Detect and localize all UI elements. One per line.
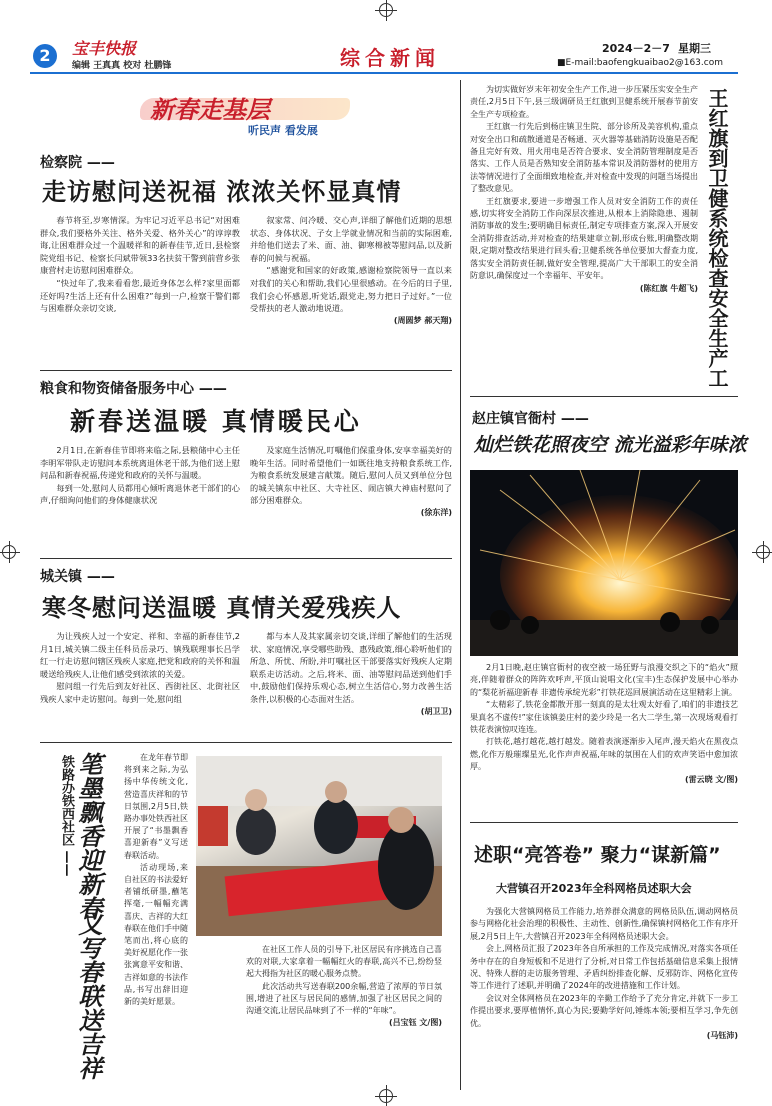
section-title: 综合新闻 bbox=[340, 46, 440, 70]
banner bbox=[140, 88, 360, 138]
divider-right-2 bbox=[470, 822, 738, 823]
fireworks-photo-art bbox=[470, 470, 738, 656]
issue-weekday: 星期三 bbox=[678, 42, 711, 55]
story4-title-line2: 义写春联送吉祥 bbox=[74, 912, 103, 1080]
story4-signature: (吕宝钰 文/图) bbox=[388, 1018, 442, 1028]
story6-signature: (雷云晓 文/图) bbox=[684, 774, 738, 784]
story5-para2: 王红旗一行先后到杨庄镇卫生院、部分诊所及美容机构,重点对安全出口和疏散通道是否畅通、灭火器等基础消防设施是否配备且完好有效、用火用电是否符合要求、安全消防管理制度是否落实、工作人员是否熟知安全消防基本常识及消防器材的使用方法等情况进行了全面细致地检查,并对检查中发现的问题当场提出了整改意见。 bbox=[470, 122, 698, 194]
registration-mark-right bbox=[756, 545, 770, 559]
story3-para1: 为让残疾人过一个安定、祥和、幸福的新春佳节,2月1日,城关镇二级主任科员岳录巧、镇残联理事长吕学红一行走访慰问辖区残疾人家庭,把党和政府的关怀和温暖送给残疾人,让他们感受到浓浓的关爱。 bbox=[40, 631, 240, 679]
registration-mark-bottom bbox=[379, 1089, 393, 1103]
story4-body bbox=[124, 752, 188, 1008]
divider-1 bbox=[40, 370, 452, 371]
divider-right-1 bbox=[470, 396, 738, 397]
registration-mark-left bbox=[2, 545, 16, 559]
story6-body bbox=[470, 662, 738, 786]
story1-para2: “快过年了,我来看看您,最近身体怎么样?家里面都还好吗?生活上还有什么困难?”每到一户,检察干警们都与困难群众亲切交谈, bbox=[40, 277, 240, 314]
paper-name: 宝丰快报 bbox=[72, 39, 137, 58]
story4-dept: 铁路办铁西社区 —— bbox=[59, 755, 74, 877]
story2-para2: 每到一处,慰问人员都用心倾听离退休老干部们的心声,仔细询问他们的身体健康状况 bbox=[40, 482, 240, 506]
story7-subtitle: 大营镇召开2023年全科网格员述职大会 bbox=[496, 882, 692, 895]
column-divider bbox=[460, 80, 461, 1090]
issue-date: 2024－2－7 bbox=[602, 42, 670, 55]
story2-title: 新春送温暖 真情暖民心 bbox=[70, 407, 362, 436]
story4-caption-para2: 此次活动共写送春联200余幅,营造了浓厚的节日氛围,增进了社区与居民间的感情,加强了社区居民之间的沟通交流,让居民品味到了不一样的“年味”。 bbox=[246, 981, 442, 1016]
divider-3 bbox=[40, 742, 452, 743]
story3-para3: 都与本人及其家属亲切交谈,详细了解他们的生活现状、家庭情况,享受哪些助残、惠残政策,细心聆听他们的所急、所忧、所盼,并叮嘱社区干部要落实好残疾人定期联系走访活动。之后,将米、面、油等慰问品送到他们手中,鼓励他们保持乐观心态,树立生活信心,努力改善生活条件,以积极的心态面对生活。 bbox=[250, 631, 452, 704]
story3-para2: 慰问组一行先后到友好社区、西街社区、北街社区残疾人家中走访慰问。每到一处,慰问组 bbox=[40, 681, 240, 704]
story5-signature: (陈红旗 牛超飞) bbox=[639, 283, 698, 293]
banner-title: 新春走基层 bbox=[150, 95, 270, 124]
registration-mark-top bbox=[379, 3, 393, 17]
story1-para1: 春节将至,岁寒情深。为牢记习近平总书记“对困难群众,我们要格外关注、格外关爱、格外关心”的谆谆教诲,让困难群众过一个温暖祥和的新春佳节,近日,县检察院党组书记、检察长闫斌带领33名扶贫干警到前营乡张康营村走访慰问困难群众。 bbox=[40, 215, 240, 276]
story5-para3: 王红旗要求,要进一步增强工作人员对安全消防工作的责任感,切实将安全消防工作向深层次推进,从根本上消除隐患、遏制消防事故的发生;要明确目标责任,制定专项排查方案,深入开展安全消防排查活动,并对检查的结果建章立制,形成台账,明确整改期限,定期对整改结果进行回头看;卫健系统各单位要加大督查力度,落实安全消防责任制,做好安全管理,提高广大干部职工的安全消防意识,确保度过一个幸福年、平安年。 bbox=[470, 196, 698, 281]
story7-para2: 会上,网格员汇报了2023年各自所承担的工作及完成情况,对落实各项任务中存在的自身短板和不足进行了分析,对日常工作包括基础信息采集上报情况、特殊人群的走访服务管理、矛盾纠纷排查化解、反邪防诈、网格化宣传等工作进行了述职,并明确了2024年的改进措施和工作计划。 bbox=[470, 944, 738, 991]
story2-para1: 2月1日,在新春佳节即将来临之际,县粮储中心主任李明军带队走访慰问本系统离退休老干部,为他们送上慰问品和新春祝福,传递党和政府的关怀与温暖。 bbox=[40, 445, 240, 481]
story7-para3: 会议对全体网格员在2023年的辛勤工作给予了充分肯定,并就下一步工作提出要求,要厚植情怀,真心为民;要勤学好问,锤炼本领;要相互学习,争先创优。 bbox=[470, 993, 738, 1028]
story1-dept: 检察院 —— bbox=[40, 155, 115, 171]
header-rule bbox=[30, 72, 738, 74]
story1-title: 走访慰问送祝福 浓浓关怀显真情 bbox=[42, 178, 402, 206]
story1-signature: (周圆梦 郝天翔) bbox=[393, 315, 452, 325]
story1-para3: 叙家常、问冷暖、交心声,详细了解他们近期的思想状态、身体状况、子女上学就业情况和当前的实际困难,并给他们送去了米、面、油、御寒棉被等慰问品,以及新春的问候与祝福。 bbox=[250, 215, 452, 263]
story1-para4: “感谢党和国家的好政策,感谢检察院领导一直以来对我们的关心和帮助,我们心里很感动。在今后的日子里,我们会心怀感恩,听党话,跟党走,努力把日子过好。”一位受帮扶的老人激动地说道。 bbox=[250, 265, 452, 314]
story6-title: 灿烂铁花照夜空 流光溢彩年味浓 bbox=[474, 434, 747, 456]
calligraphy-photo bbox=[196, 756, 442, 936]
story7-title: 述职“亮答卷” 聚力“谋新篇” bbox=[474, 844, 721, 866]
story3-body bbox=[40, 630, 452, 730]
story4-para2: 活动现场,来自社区的书法爱好者铺纸研墨,蘸笔挥毫,一幅幅充满喜庆、吉祥的大红春联在他们手中随笔而出,将心底的美好祝愿化作一张张寓意平安和谐、吉祥如意的书法作品,书写出辞旧迎新的美好愿景。 bbox=[124, 862, 188, 1007]
story6-para1: 2月1日晚,赵庄镇官衙村的夜空被一场狂野与浪漫交织之下的“焰火”照亮,伴随着群众的阵阵欢呼声,平顶山说唱文化(宝丰)生态保护发展中心举办的“梨花祈福迎新春 非遗传承绽光彩”打铁花巡回展演活动在这里精彩上演。 bbox=[470, 663, 738, 697]
editors-line: 编辑 王真真 校对 杜鹏锋 bbox=[72, 61, 172, 71]
contact-email: ■E-mail:baofengkuaibao2@163.com bbox=[557, 58, 723, 68]
story6-para2: “太精彩了,铁花金都散开那一刻真的是太壮观太好看了,咱们的非遗技艺果真名不虚传!”家住该镇姜庄村的姜少玲是一名大二学生,第一次现场观看打铁花表演惊叹连连。 bbox=[470, 700, 738, 735]
banner-subtitle: 听民声 看发展 bbox=[248, 124, 318, 137]
divider-2 bbox=[40, 558, 452, 559]
story4-caption bbox=[246, 944, 442, 1029]
story5-vertical-title: 王红旗到卫健系统检查安全生产工 bbox=[705, 88, 729, 388]
story4-para1: 在龙年春节即将到来之际,为弘扬中华传统文化,营造喜庆祥和的节日氛围,2月5日,铁路办事处铁西社区开展了“书墨飘香 喜迎新春”义写送春联活动。 bbox=[124, 753, 188, 860]
story3-title: 寒冬慰问送温暖 真情关爱残疾人 bbox=[42, 594, 402, 622]
story4-title-line1: 笔墨飘香迎新春 bbox=[74, 752, 103, 920]
story2-para3: 及家庭生活情况,叮嘱他们保重身体,安享幸福美好的晚年生活。同时希望他们一如既往地支持粮食系统工作,为粮食系统发展建言献策。随后,慰问人员又到单位分包的城关镇东中社区、大寺社区、闹店镇大神庙村慰问了部分困难群众。 bbox=[250, 445, 452, 506]
story7-body bbox=[470, 906, 738, 1042]
page-number-badge: 2 bbox=[33, 44, 57, 68]
story2-dept: 粮食和物资储备服务中心 —— bbox=[40, 381, 227, 397]
story5-body bbox=[470, 84, 698, 295]
story7-signature: (马钰沛) bbox=[706, 1031, 738, 1041]
story5-para1: 为切实做好岁末年初安全生产工作,进一步压紧压实安全生产责任,2月5日下午,县三级调研员王红旗到卫健系统开展春节前安全生产专项检查。 bbox=[470, 85, 698, 119]
story3-signature: (胡卫卫) bbox=[420, 706, 452, 716]
story4-caption-para1: 在社区工作人员的引导下,社区居民有序挑选自己喜欢的对联,大家拿着一幅幅红火的春联,高兴不已,纷纷竖起大拇指为社区的暖心服务点赞。 bbox=[246, 945, 442, 979]
story6-dept: 赵庄镇官衙村 —— bbox=[472, 411, 589, 427]
calligraphy-photo-art bbox=[196, 756, 442, 936]
story1-body bbox=[40, 214, 452, 352]
story2-signature: (徐东洋) bbox=[420, 507, 452, 517]
story7-para1: 为强化大营镇网格员工作能力,培养群众满意的网格员队伍,调动网格员参与网格化社会治理的积极性、主动性、创新性,确保镇村网格化工作有序开展,2月5日上午,大营镇召开2023年全科网格员述职大会。 bbox=[470, 907, 738, 941]
fireworks-photo bbox=[470, 470, 738, 656]
story3-dept: 城关镇 —— bbox=[40, 569, 115, 585]
story6-para3: 打铁花,越打越花,越打越发。随着表演逐渐步入尾声,漫天焰火在黑夜点燃,化作万般璀璨星光,化作声声祝福,年味的氛围在人们的欢声笑语中愈加浓厚。 bbox=[470, 737, 738, 772]
story2-body bbox=[40, 444, 452, 534]
